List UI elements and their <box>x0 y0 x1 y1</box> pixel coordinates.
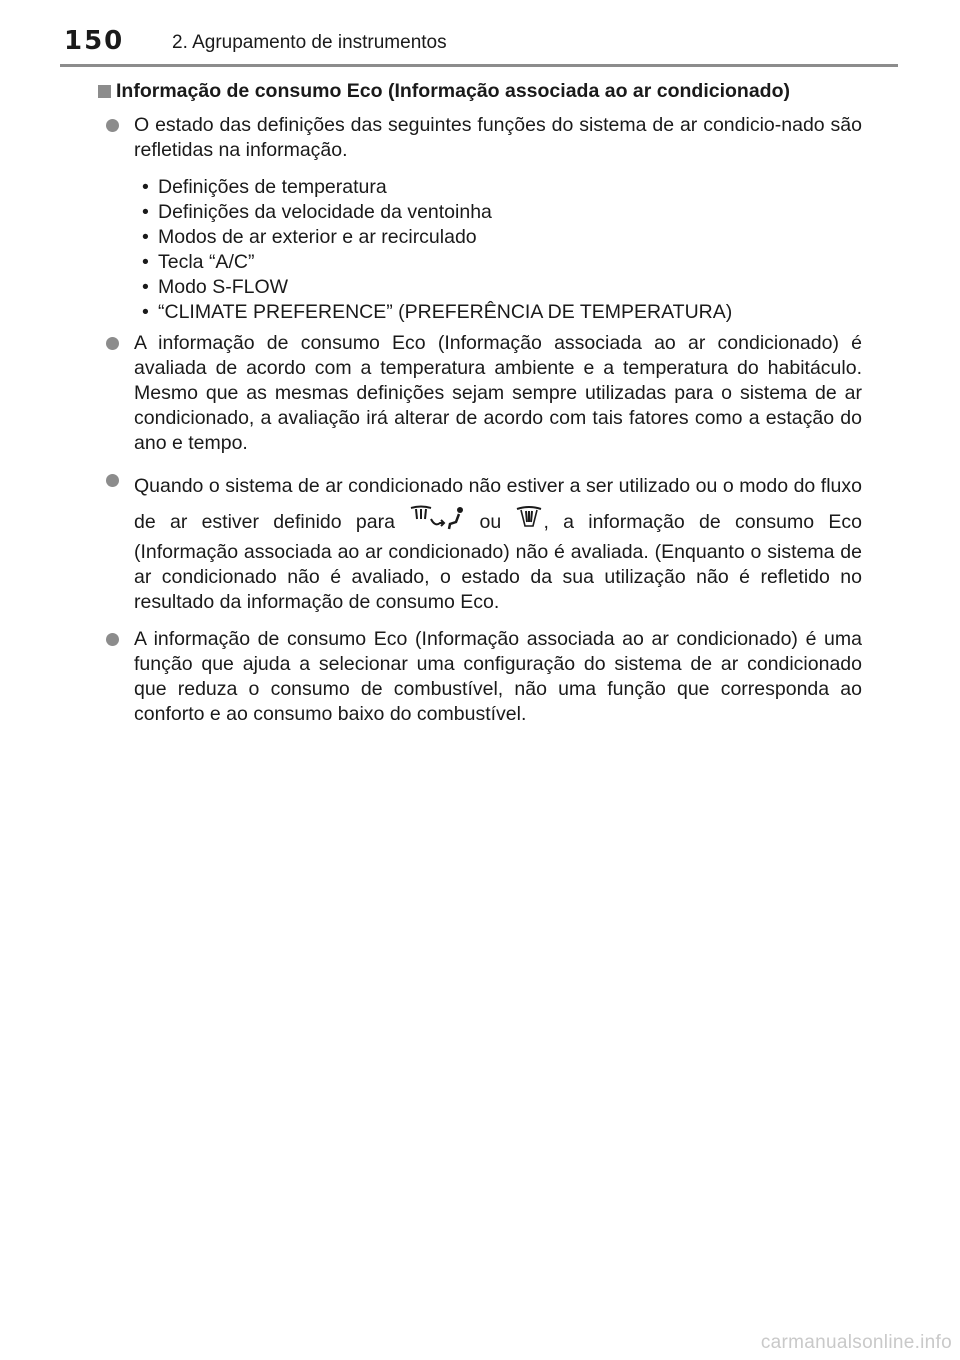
section-title: Informação de consumo Eco (Informação associada ao ar condicionado) <box>116 80 790 102</box>
paragraph-1-text: O estado das definições das seguintes funções do sistema de ar condicio-nado são refletidas na informação. <box>134 114 862 161</box>
page-number: 150 <box>64 26 125 56</box>
or-connector: ou <box>479 511 502 533</box>
header-divider <box>60 64 898 67</box>
paragraph-2-text: A informação de consumo Eco (Informação associada ao ar condicionado) é avaliada de acordo com a temperatura ambiente e a temperatura do habitáculo. Mesmo que as mesmas definições sejam sempre utilizadas para o sistema de ar condicionado, a avaliação irá alterar de acordo com tais fatores como a estação do ano e tempo. <box>134 332 862 454</box>
paragraph-3-text-start: Quando o sistema de ar condicionado não estiver a ser utilizado ou o modo do fluxo de ar estiver definido para <box>134 475 862 533</box>
settings-list <box>100 175 862 325</box>
list-item: • Tecla “A/C” <box>134 250 862 275</box>
paragraph-3-text-end: , a informação de consumo Eco (Informação associada ao ar condicionado) não é avaliada. (Enquanto o sistema de ar condicionado não é avaliado, o estado da sua utilização não é refletido no resultado da informação de consumo Eco. <box>134 511 863 613</box>
list-item: • Definições de temperatura <box>134 175 862 200</box>
chapter-title: 2. Agrupamento de instrumentos <box>172 32 447 53</box>
watermark: carmanualsonline.info <box>760 1332 952 1353</box>
page-content <box>100 78 862 727</box>
list-item: • “CLIMATE PREFERENCE” (PREFERÊNCIA DE TEMPERATURA) <box>134 300 862 325</box>
list-item: • Modo S-FLOW <box>134 275 862 300</box>
list-item: • Definições da velocidade da ventoinha <box>134 200 862 225</box>
windshield-defrost-icon <box>515 505 543 538</box>
circle-bullet-icon <box>106 474 119 487</box>
paragraph-3 <box>100 468 862 615</box>
paragraph-1 <box>100 113 862 163</box>
circle-bullet-icon <box>106 633 119 646</box>
list-item: • Modos de ar exterior e ar recirculado <box>134 225 862 250</box>
square-bullet-icon <box>98 85 111 98</box>
paragraph-2 <box>100 331 862 456</box>
paragraph-4 <box>100 627 862 727</box>
paragraph-4-text: A informação de consumo Eco (Informação associada ao ar condicionado) é uma função que ajuda a selecionar uma configuração do sistema de ar condicionado que reduza o consumo de combustível, não uma função que corresponda ao conforto e ao consumo baixo do combustível. <box>134 628 862 725</box>
circle-bullet-icon <box>106 119 119 132</box>
circle-bullet-icon <box>106 337 119 350</box>
windshield-foot-airflow-icon <box>409 505 465 538</box>
page-header <box>0 0 960 70</box>
section-heading <box>100 78 862 104</box>
